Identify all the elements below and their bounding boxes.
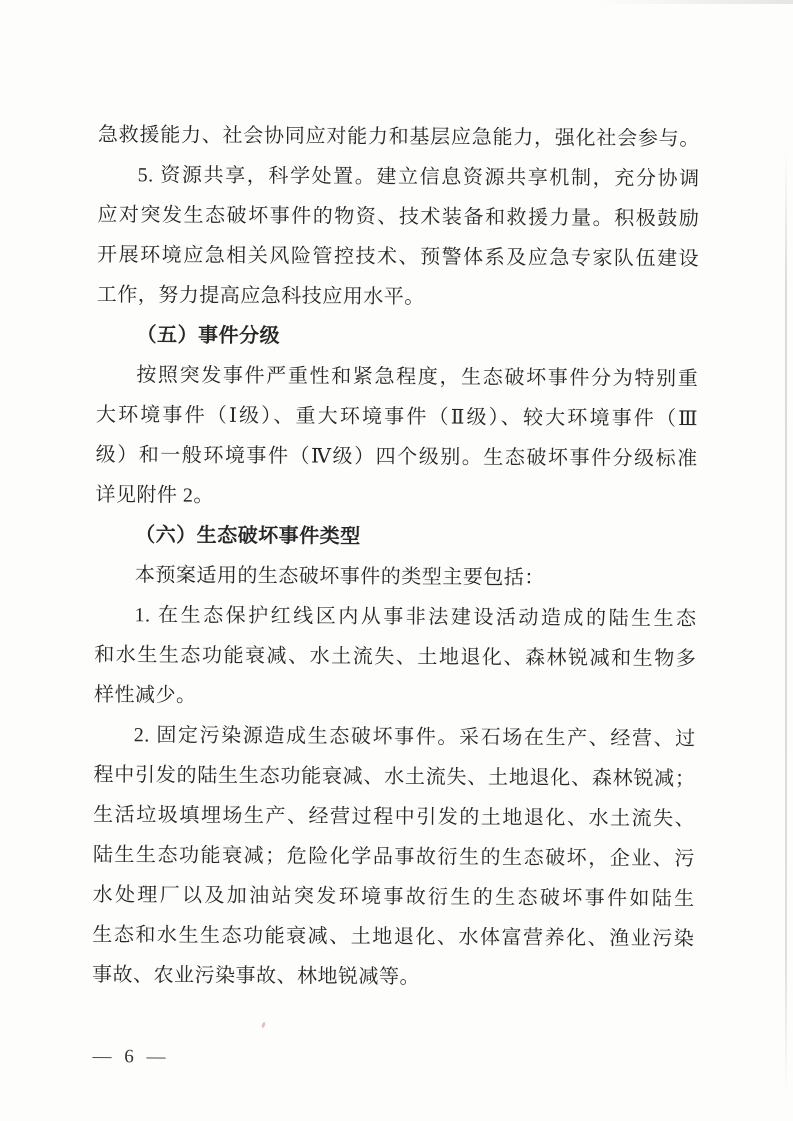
text-line: 事故、农业污染事故、林地锐减等。 bbox=[91, 963, 421, 989]
page-footer bbox=[92, 1046, 167, 1069]
page-number: — 6 — bbox=[92, 1045, 168, 1068]
text-block bbox=[92, 115, 700, 999]
text-line: 应对突发生态破坏事件的物资、技术装备和救援力量。积极鼓励 bbox=[97, 203, 700, 231]
text-line: 级）和一般环境事件（Ⅳ级）四个级别。生态破坏事件分级标准 bbox=[95, 443, 698, 471]
text-line: 程中引发的陆生生态功能衰减、水土流失、土地退化、森林锐减； bbox=[93, 763, 696, 791]
text-line: 样性减少。 bbox=[93, 683, 197, 707]
text-line: 工作，努力提高应急科技应用水平。 bbox=[96, 283, 425, 309]
text-line: 本预案适用的生态破坏事件的类型主要包括： bbox=[134, 564, 545, 590]
text-line: （五）事件分级 bbox=[136, 324, 281, 348]
text-line: 急救援能力、社会协同应对能力和基层应急能力，强化社会参与。 bbox=[97, 124, 700, 151]
scan-smear-artifact bbox=[600, 0, 793, 4]
text-line: 2. 固定污染源造成生态破坏事件。采石场在生产、经营、过 bbox=[133, 724, 696, 751]
text-line: 生活垃圾填埋场生产、经营过程中引发的土地退化、水土流失、 bbox=[93, 803, 696, 831]
text-line: 5. 资源共享，科学处置。建立信息资源共享机制，充分协调 bbox=[137, 164, 700, 191]
text-line: （六）生态破坏事件类型 bbox=[135, 524, 361, 548]
text-line: 水处理厂以及加油站突发环境事故衍生的生态破坏事件如陆生 bbox=[92, 883, 695, 911]
text-line: 陆生生态功能衰减；危险化学品事故衍生的生态破坏，企业、污 bbox=[92, 843, 695, 871]
text-line: 生态和水生生态功能衰减、土地退化、水体富营养化、渔业污染 bbox=[92, 923, 695, 951]
text-line: 开展环境应急相关风险管控技术、预警体系及应急专家队伍建设 bbox=[97, 243, 700, 271]
scan-edge-artifact bbox=[785, 150, 787, 1095]
text-line: 1. 在生态保护红线区内从事非法建设活动造成的陆生生态 bbox=[134, 604, 697, 631]
text-line: 大环境事件（Ⅰ级）、重大环境事件（Ⅱ级）、较大环境事件（Ⅲ bbox=[95, 403, 699, 431]
text-line: 详见附件 2。 bbox=[95, 483, 214, 507]
text-line: 和水生生态功能衰减、水土流失、土地退化、森林锐减和生物多 bbox=[94, 643, 697, 671]
text-line: 按照突发事件严重性和紧急程度，生态破坏事件分为特别重 bbox=[136, 364, 699, 391]
